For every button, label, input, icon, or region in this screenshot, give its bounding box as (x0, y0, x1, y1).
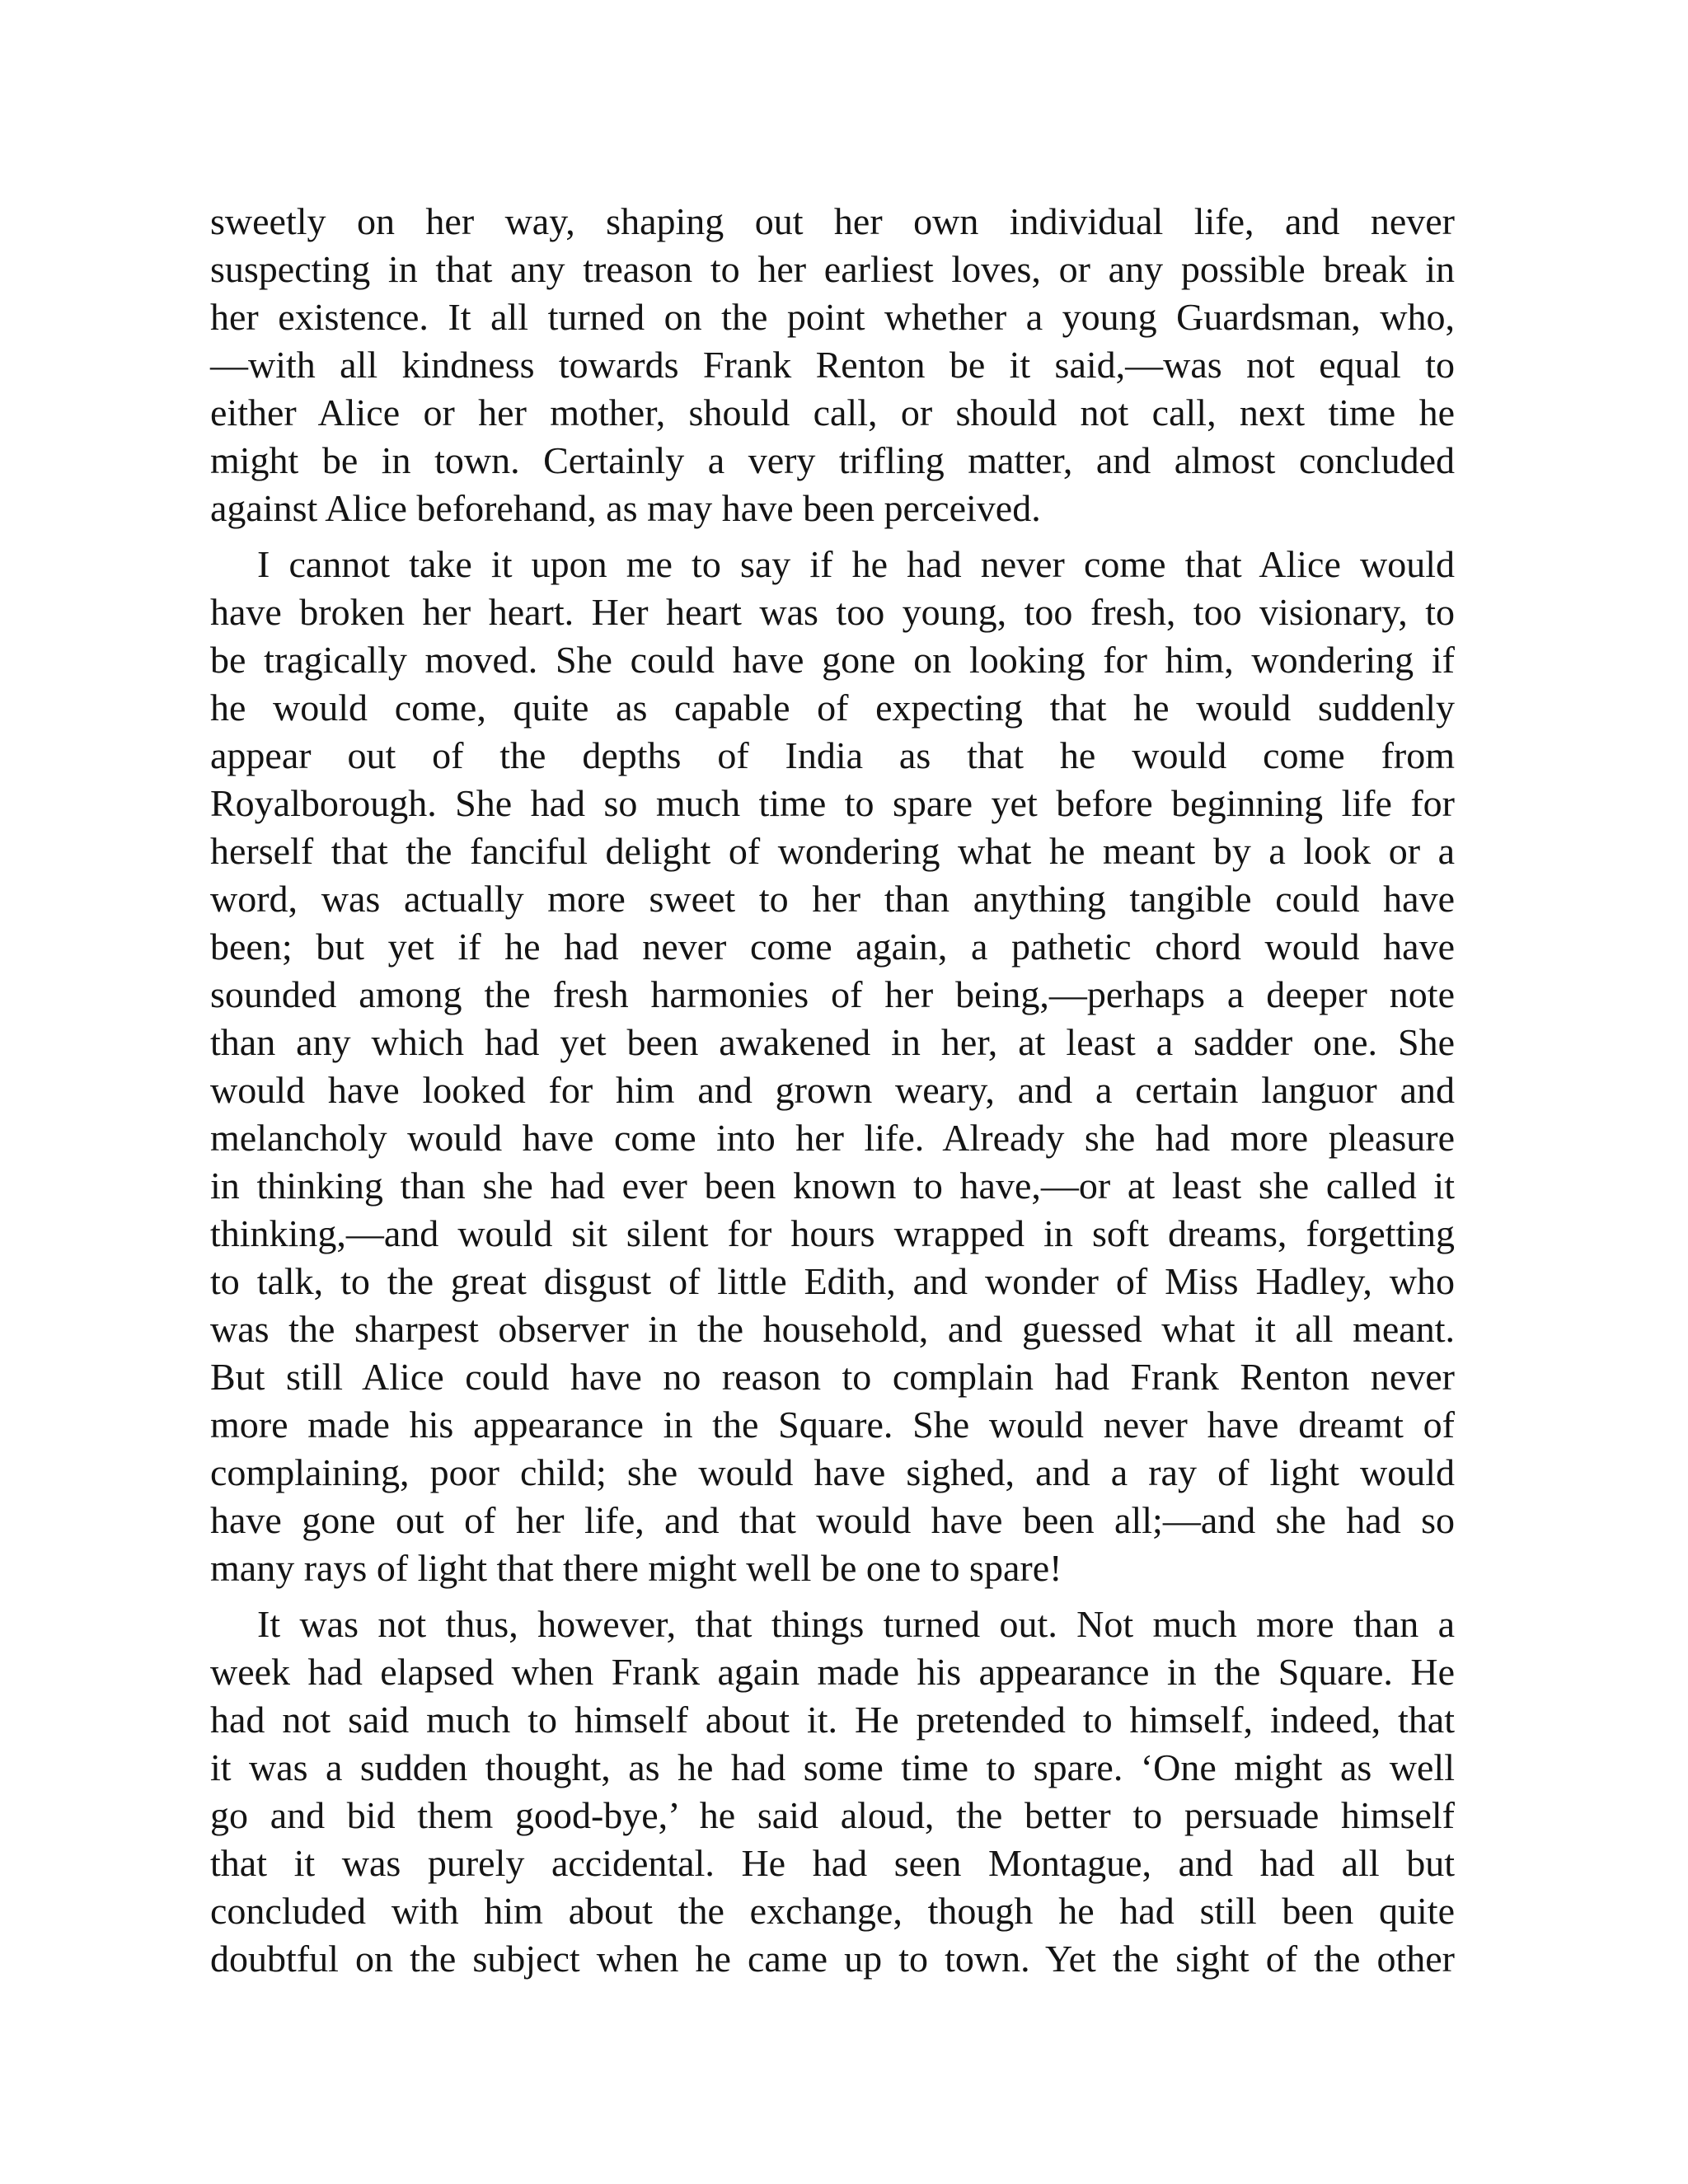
text-line: to talk, to the great disgust of little Edith, and wonder of Miss Hadley, who (210, 1260, 1455, 1302)
text-line: that it was purely accidental. He had seen Montague, and had all but (210, 1842, 1455, 1884)
text-line: suspecting in that any treason to her earliest loves, or any possible break in (210, 248, 1455, 290)
paragraph-1 (210, 198, 1455, 532)
text-line: her existence. It all turned on the point whether a young Guardsman, who, (210, 296, 1455, 338)
text-line: have gone out of her life, and that would have been all;—and she had so (210, 1499, 1455, 1541)
text-line: it was a sudden thought, as he had some time to spare. ‘One might as well (210, 1746, 1455, 1788)
paragraph-3 (210, 1601, 1455, 1983)
text-line: in thinking than she had ever been known to have,—or at least she called it (210, 1165, 1455, 1207)
text-line: many rays of light that there might well be one to spare! (210, 1547, 1062, 1589)
text-line: be tragically moved. She could have gone on looking for him, wondering if (210, 639, 1455, 681)
text-line: week had elapsed when Frank again made his appearance in the Square. He (210, 1651, 1455, 1693)
text-line: than any which had yet been awakened in her, at least a sadder one. She (210, 1021, 1455, 1063)
text-line: —with all kindness towards Frank Renton be it said,—was not equal to (210, 344, 1455, 386)
text-line: herself that the fanciful delight of wondering what he meant by a look or a (210, 830, 1455, 872)
text-line: was the sharpest observer in the household, and guessed what it all meant. (210, 1308, 1455, 1350)
text-line: sweetly on her way, shaping out her own individual life, and never (210, 200, 1455, 242)
book-page (210, 198, 1455, 1983)
text-line: complaining, poor child; she would have sighed, and a ray of light would (210, 1451, 1455, 1493)
text-line: melancholy would have come into her life. Already she had more pleasure (210, 1117, 1455, 1159)
text-line: thinking,—and would sit silent for hours wrapped in soft dreams, forgetting (210, 1212, 1455, 1254)
text-line: word, was actually more sweet to her than anything tangible could have (210, 878, 1455, 920)
text-line: might be in town. Certainly a very trifling matter, and almost concluded (210, 439, 1455, 481)
text-line: sounded among the fresh harmonies of her being,—perhaps a deeper note (210, 973, 1455, 1015)
text-line: doubtful on the subject when he came up to town. Yet the sight of the other (210, 1938, 1455, 1980)
text-line: against Alice beforehand, as may have been perceived. (210, 487, 1041, 529)
text-line: But still Alice could have no reason to complain had Frank Renton never (210, 1356, 1455, 1398)
text-line: either Alice or her mother, should call, or should not call, next time he (210, 391, 1455, 434)
text-line: go and bid them good-bye,’ he said aloud, the better to persuade himself (210, 1794, 1455, 1836)
text-line: more made his appearance in the Square. She would never have dreamt of (210, 1404, 1455, 1446)
text-line: had not said much to himself about it. He pretended to himself, indeed, that (210, 1699, 1455, 1741)
paragraph-2 (210, 541, 1455, 1592)
text-line: would have looked for him and grown weary, and a certain languor and (210, 1069, 1455, 1111)
text-line: have broken her heart. Her heart was too young, too fresh, too visionary, to (210, 591, 1455, 633)
text-line: It was not thus, however, that things turned out. Not much more than a (257, 1603, 1455, 1645)
text-line: he would come, quite as capable of expecting that he would suddenly (210, 687, 1455, 729)
text-line: I cannot take it upon me to say if he had never come that Alice would (257, 543, 1455, 585)
text-line: Royalborough. She had so much time to spare yet before beginning life for (210, 782, 1455, 824)
text-line: concluded with him about the exchange, though he had still been quite (210, 1890, 1455, 1932)
text-line: appear out of the depths of India as that he would come from (210, 734, 1455, 776)
text-line: been; but yet if he had never come again, a pathetic chord would have (210, 926, 1455, 968)
